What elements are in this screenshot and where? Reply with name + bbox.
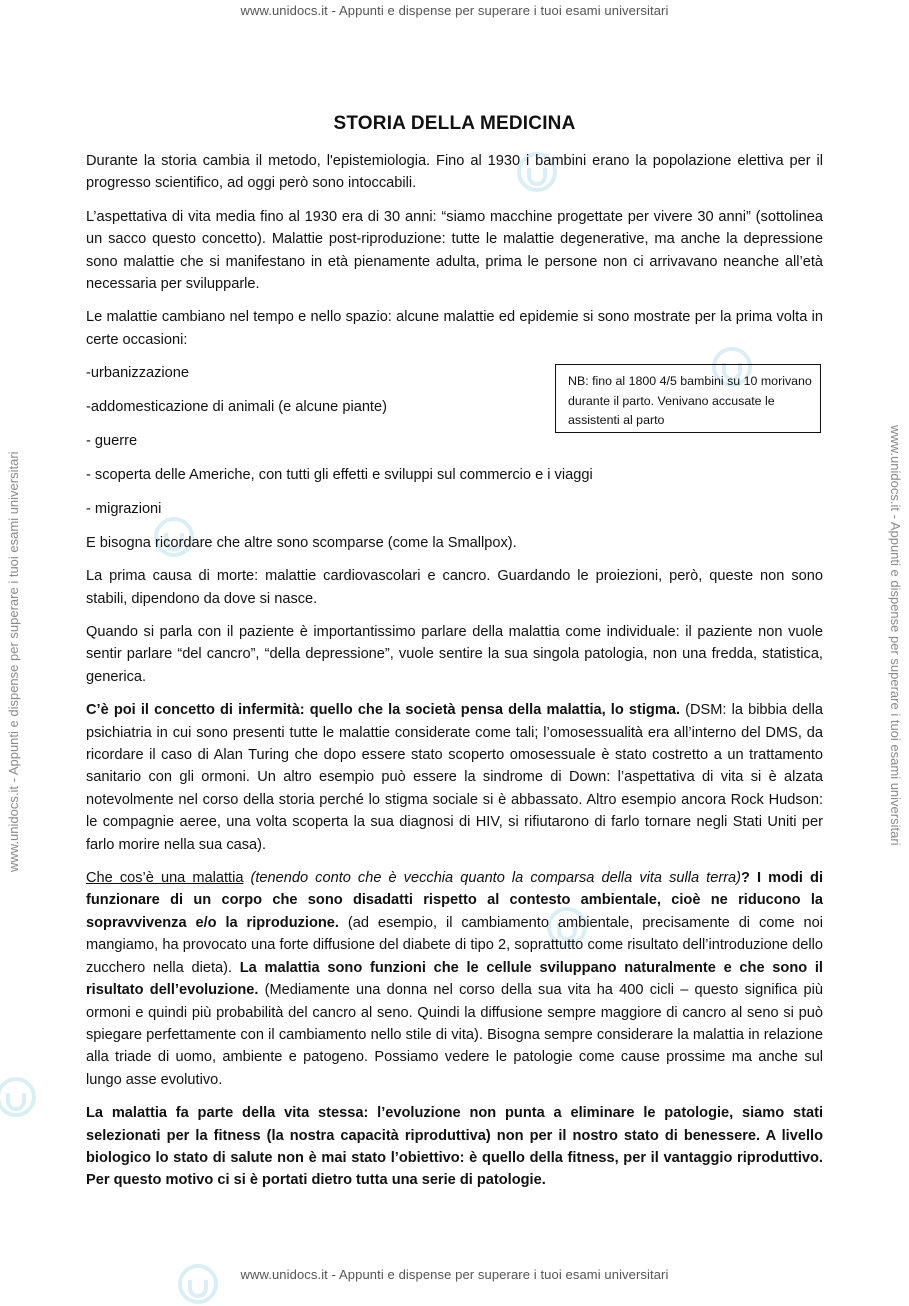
list-item: -addomesticazione di animali (e alcune piante) bbox=[86, 399, 387, 416]
bold-text: La malattia fa parte della vita stessa: l’evoluzione non punta a eliminare le patologie, siamo stati selezionati per la fitness (la nostra capacità riproduttiva) non per il nostro stato di benessere. A livello biologico lo stato di salute non è mai stato l’obiettivo: è quello della fitness, per il vantaggio riproduttivo. Per questo motivo ci si è portati dietro tutta una serie di patologie. bbox=[86, 1105, 823, 1189]
paragraph: Le malattie cambiano nel tempo e nello spazio: alcune malattie ed epidemie si sono mostrate per la prima volta in certe occasioni: bbox=[86, 309, 823, 348]
watermark-top-banner: www.unidocs.it - Appunti e dispense per superare i tuoi esami universitari bbox=[240, 3, 669, 18]
bold-text: C’è poi il concetto di infermità: quello che la società pensa della malattia, lo stigma. bbox=[86, 702, 680, 719]
unidocs-logo-icon bbox=[176, 1262, 220, 1306]
document-title: STORIA DELLA MEDICINA bbox=[333, 113, 576, 134]
bold-text: La malattia sono funzioni che le cellule sviluppano naturalmente e che sono il risultato dell’evoluzione. bbox=[86, 959, 823, 999]
text: (DSM: la bibbia della psichiatria in cui sono presenti tutte le malattie considerate come tali; l’omosessualità era all’interno del DMS, da ricordare il caso di Alan Turing che dopo essere stato scoperto omosessuale è stato costretto a un trattamento sanitario con gli ormoni. Un altro esempio può essere la sindrome di Down: l’aspettativa di vita si è alzata notevolmente nel corso della storia perché lo stigma sociale si è abbassato. Altro esempio ancora Rock Hudson: le compagnie aeree, una volta scoperta la sua diagnosi di HIV, si rifiutarono di farlo tornare negli Stati Uniti per farlo morire nella sua casa). bbox=[86, 702, 823, 853]
paragraph-conclusion bbox=[86, 1102, 823, 1192]
italic-text: (tenendo conto che è vecchia quanto la comparsa della vita sulla terra) bbox=[243, 870, 742, 887]
underlined-heading: Che cos’è una malattia bbox=[86, 870, 244, 887]
paragraph: E bisogna ricordare che altre sono scomparse (come la Smallpox). bbox=[86, 534, 517, 551]
list-item: - migrazioni bbox=[86, 500, 162, 517]
text: (Mediamente una donna nel corso della sua vita ha 400 cicli – questo significa più ormoni e quindi più probabilità del cancro al seno. Quindi la diffusione sempre maggiore di cancro al seno si può spiegare perfettamente con il cambiamento nello stile di vita). Bisogna sempre considerare la malattia in relazione alla triade di uomo, ambiente e patogeno. Possiamo vedere le patologie come cause prossime ma anche sul lungo asse evolutivo. bbox=[86, 982, 823, 1088]
bold-text: ? I modi di funzionare di un corpo che sono disadatti rispetto al contesto ambientale, cioè ne riducono la sopravvivenza e/o la riproduzione. bbox=[86, 870, 824, 931]
paragraph: L’aspettativa di vita media fino al 1930 era di 30 anni: “siamo macchine progettate per vivere 30 anni” (sottolinea un sacco questo concetto). Malattie post-riproduzione: tutte le malattie degenerative, ma anche la depressione sono malattie che si manifestano in età pienamente adulta, prima le persone non ci arrivavano neanche all’età necessaria per svilupparle. bbox=[86, 208, 823, 293]
watermark-bottom-banner: www.unidocs.it - Appunti e dispense per superare i tuoi esami universitari bbox=[240, 1267, 669, 1282]
watermark-side-right: www.unidocs.it - Appunti e dispense per superare i tuoi esami universitari bbox=[888, 425, 903, 846]
note-box: NB: fino al 1800 4/5 bambini su 10 morivano durante il parto. Venivano accusate le assistenti al parto bbox=[555, 364, 821, 433]
paragraph-infermita bbox=[86, 699, 823, 856]
paragraph: Quando si parla con il paziente è importantissimo parlare della malattia come individuale: il paziente non vuole sentir parlare “del cancro”, “della depressione”, vuole sentire la sua singola patologia, non una fredda, statistica, generica. bbox=[86, 624, 823, 685]
document-body bbox=[86, 150, 823, 1203]
paragraph: Durante la storia cambia il metodo, l'epistemiologia. Fino al 1930 i bambini erano la popolazione elettiva per il progresso scientifico, ad oggi però sono intoccabili. bbox=[86, 153, 823, 192]
list-item: -urbanizzazione bbox=[86, 365, 190, 382]
list-item: - guerre bbox=[86, 433, 138, 450]
watermark-side-left: www.unidocs.it - Appunti e dispense per superare i tuoi esami universitari bbox=[6, 451, 21, 872]
unidocs-logo-icon bbox=[0, 1075, 38, 1119]
paragraph: La prima causa di morte: malattie cardiovascolari e cancro. Guardando le proiezioni, però, queste non sono stabili, dipendono da dove si nasce. bbox=[86, 568, 823, 607]
paragraph-malattia bbox=[86, 867, 823, 1091]
list-item: - scoperta delle Americhe, con tutti gli effetti e sviluppi sul commercio e i viaggi bbox=[86, 466, 593, 483]
text: (ad esempio, il cambiamento ambientale, precisamente di come noi mangiamo, ha provocato una forte diffusione del diabete di tipo 2, soprattutto come risultato dell’introduzione dello zucchero nella dieta). bbox=[86, 914, 824, 976]
